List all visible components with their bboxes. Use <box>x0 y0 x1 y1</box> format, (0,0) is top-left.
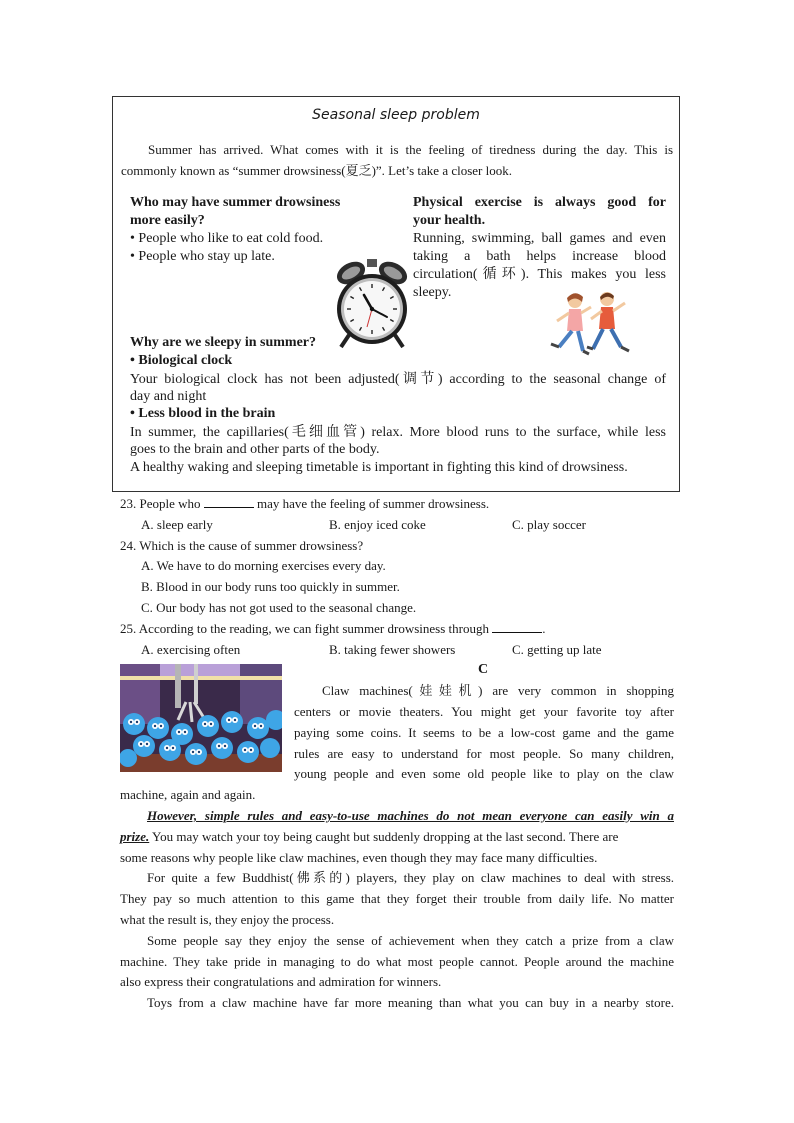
c-p2-line-3: some reasons why people like claw machines, even though they may face many difficulties. <box>120 850 598 865</box>
exercise-line-4: sleepy. <box>413 285 452 300</box>
c-p3-line-2: They pay so much attention to this game that they forget their trouble from daily life. No matter <box>120 891 674 906</box>
option-25-b: B. taking fewer showers <box>329 642 456 657</box>
option-24-c: C. Our body has not got used to the seasonal change. <box>141 600 417 615</box>
c-p4-line-3: also express their congratulations and admiration for winners. <box>120 974 442 989</box>
intro-line-1: Summer has arrived. What comes with it is the feeling of tiredness during the day. This is <box>148 142 673 157</box>
blood-line-2: goes to the brain and other parts of the body. <box>130 442 380 457</box>
c-p1-line-5: young people and even some old people like to play on the claw <box>294 766 674 781</box>
c-p1-last: machine, again and again. <box>120 787 256 802</box>
who-item-1: • People who like to eat cold food. <box>130 231 324 246</box>
option-23-b: B. enjoy iced coke <box>329 517 426 532</box>
who-heading-1: Who may have summer drowsiness <box>130 195 341 210</box>
who-heading-2: more easily? <box>130 213 205 228</box>
c-p2-emphasis-line-2: prize. <box>120 829 150 844</box>
option-25-a: A. exercising often <box>141 642 241 657</box>
c-p1-line-3: paying some coins. It seems to be a low-cost game and the game <box>294 725 674 740</box>
option-25-c: C. getting up late <box>512 642 602 657</box>
option-24-a: A. We have to do morning exercises every day. <box>141 558 386 573</box>
running-kids-icon <box>545 289 637 365</box>
c-p3-line-3: what the result is, they enjoy the process. <box>120 912 335 927</box>
question-25-stem-b: . <box>542 621 546 636</box>
exercise-line-1: Running, swimming, ball games and even <box>413 231 666 246</box>
exercise-heading-1: Physical exercise is always good for <box>413 195 666 210</box>
option-23-a: A. sleep early <box>141 517 213 532</box>
exercise-heading-2: your health. <box>413 213 486 228</box>
c-p1-line-1: Claw machines(娃娃机) are very common in shopping <box>322 683 674 698</box>
alarm-clock-icon <box>331 257 413 349</box>
c-p5-line-1: Toys from a claw machine have far more meaning than what you can buy in a nearby store. <box>147 995 674 1010</box>
question-25-stem-a: 25. According to the reading, we can fight summer drowsiness through <box>120 621 489 636</box>
option-23-c: C. play soccer <box>512 517 587 532</box>
bio-heading: • Biological clock <box>130 353 233 368</box>
reading-box <box>112 96 680 492</box>
who-item-2: • People who stay up late. <box>130 249 275 264</box>
intro-line-2: commonly known as “summer drowsiness(夏乏)”. Let’s take a closer look. <box>121 163 512 178</box>
bio-line-2: day and night <box>130 389 207 404</box>
c-p4-line-1: Some people say they enjoy the sense of achievement when they catch a prize from a claw <box>147 933 674 948</box>
question-23-stem-a: 23. People who <box>120 496 201 511</box>
c-p2-rest: You may watch your toy being caught but suddenly dropping at the last second. There are <box>149 829 619 844</box>
answer-blank <box>204 496 254 508</box>
option-24-b: B. Blood in our body runs too quickly in summer. <box>141 579 400 594</box>
box-title: Seasonal sleep problem <box>312 107 480 123</box>
bio-line-1: Your biological clock has not been adjusted(调节) according to the seasonal change of <box>130 372 666 387</box>
question-25 <box>120 618 545 639</box>
c-p2-emphasis-line-1: However, simple rules and easy-to-use machines do not mean everyone can easily win a <box>147 808 674 823</box>
answer-blank <box>492 621 542 633</box>
blood-line-1: In summer, the capillaries(毛细血管) relax. More blood runs to the surface, while less <box>130 425 666 440</box>
question-23 <box>120 493 489 514</box>
closing-line: A healthy waking and sleeping timetable is important in fighting this kind of drowsiness. <box>130 460 628 475</box>
blood-heading: • Less blood in the brain <box>130 406 276 421</box>
c-p3-line-1: For quite a few Buddhist(佛系的) players, they play on claw machines to deal with stress. <box>147 870 674 885</box>
c-p1-line-2: centers or movie theaters. You might get your favorite toy after <box>294 704 674 719</box>
c-p4-line-2: machine. They take pride in managing to do what most people cannot. People around the machine <box>120 954 674 969</box>
c-p1-line-4: rules are easy to understand for most people. So many children, <box>294 746 674 761</box>
exercise-line-3: circulation(循环). This makes you less <box>413 267 666 282</box>
claw-machine-photo <box>120 664 282 772</box>
c-p2-line-2 <box>120 826 674 847</box>
section-c-label: C <box>478 662 489 677</box>
question-23-stem-b: may have the feeling of summer drowsiness. <box>257 496 490 511</box>
exercise-line-2: taking a bath helps increase blood <box>413 249 666 264</box>
question-24: 24. Which is the cause of summer drowsiness? <box>120 538 364 553</box>
why-heading: Why are we sleepy in summer? <box>130 335 316 350</box>
